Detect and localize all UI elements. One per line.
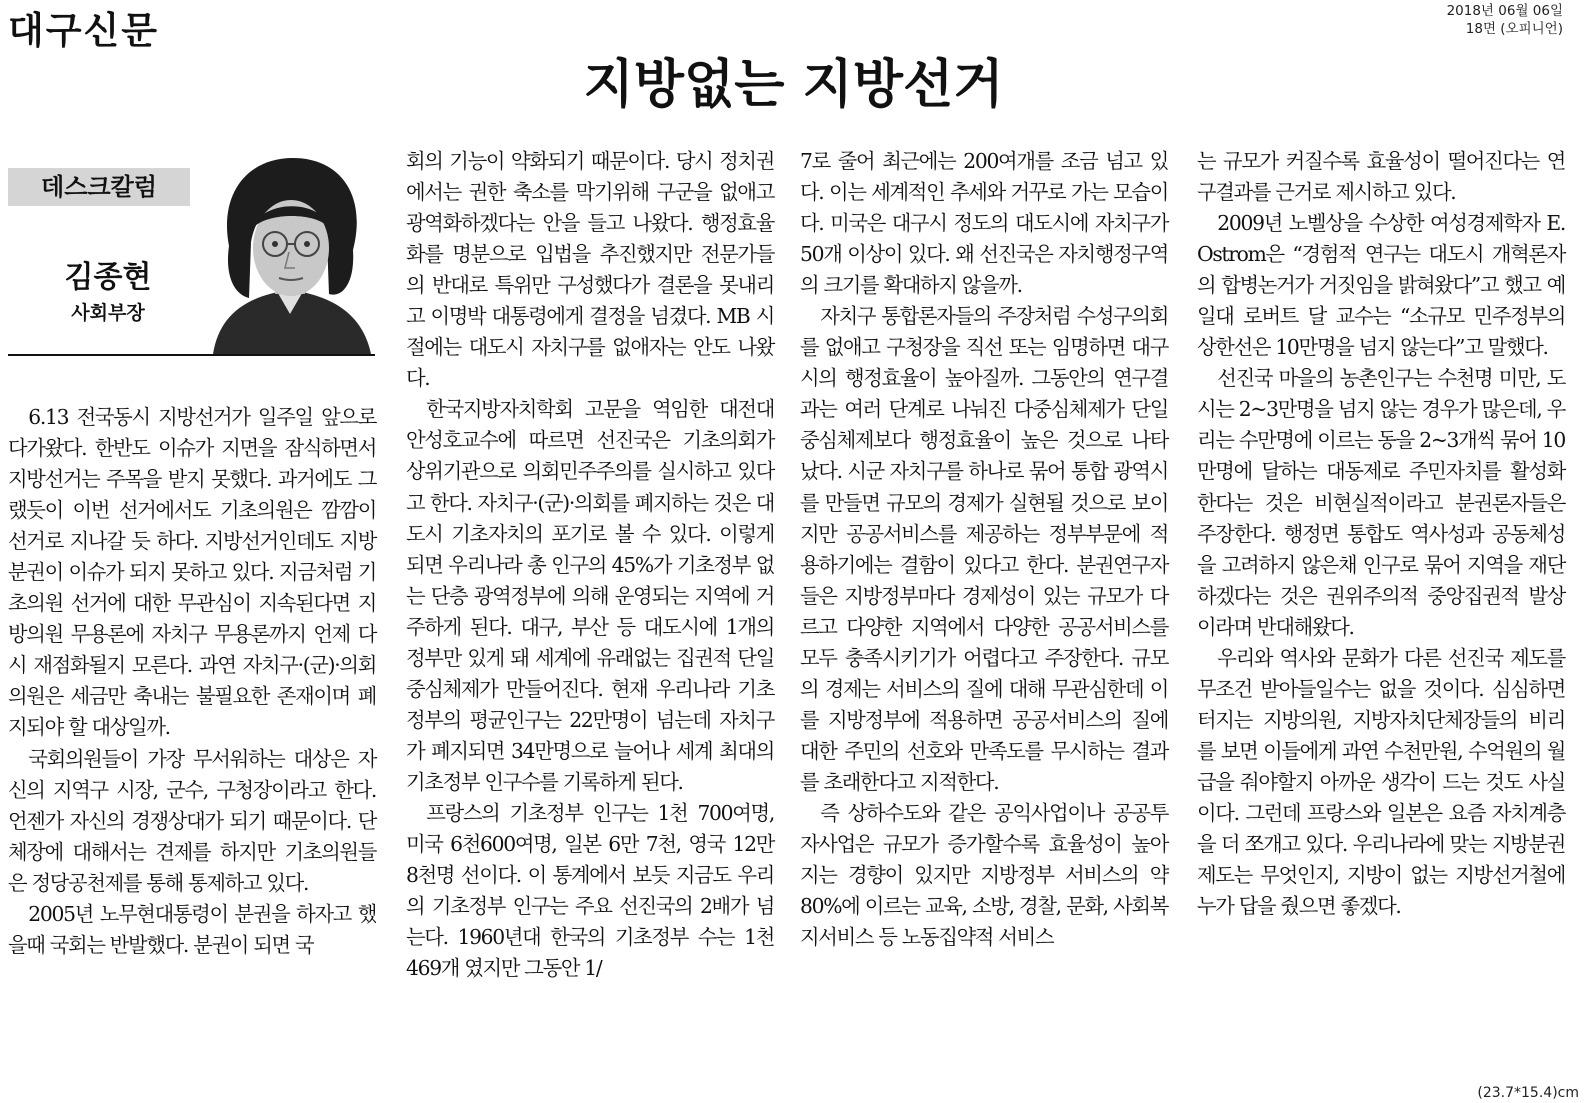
author-title: 사회부장 [71,302,145,324]
author-portrait [205,148,375,354]
paragraph: 6.13 전국동시 지방선거가 일주일 앞으로 다가왔다. 한반도 이슈가 지면을 잠식하면서 지방선거는 주목을 받지 못했다. 과거에도 그랬듯이 이번 선거에서도 기초의원은 깜깜이 선거로 지나갈 듯 하다. 지방선거인데도 지방분권이 이슈가 되지 못하고 있다. 지금처럼 기초의원 선거에 대한 무관심이 지속된다면 지방의원 무용론에 자치구 무용론까지 언제 다시 재점화될지 모른다. 과연 자치구·(군)·의회 의원은 세금만 축내는 불필요한 존재이며 폐지되야 할 대상일까. [8,405,376,740]
paragraph: 7로 줄어 최근에는 200여개를 조금 넘고 있다. 이는 세계적인 추세와 거꾸로 가는 모습이다. 미국은 대구시 정도의 대도시에 자치구가 50개 이상이 있다. 왜 선진국은 자치행정구역의 크기를 확대하지 않을까. [800,149,1168,298]
newspaper-masthead: 대구신문 [8,9,159,52]
paragraph: 즉 상하수도와 같은 공익사업이나 공공투자사업은 규모가 증가할수록 효율성이 높아지는 경향이 있지만 지방정부 서비스의 약 80%에 이르는 교육, 소방, 경찰, 문화, 사회복지서비스 등 노동집약적 서비스 [800,800,1168,950]
paragraph: 프랑스의 기초정부 인구는 1천 700여명, 미국 6천600여명, 일본 6만 7천, 영국 12만 8천명 선이다. 이 통계에서 보듯 지금도 우리의 기초정부 인구는 주요 선진국의 2배가 넘는다. 1960년대 한국의 기초정부 수는 1천469개 였지만 그동안 1/ [406,800,774,981]
clipping-size: (23.7*15.4)cm [1477,1085,1579,1101]
dateline [1447,2,1563,38]
text-column-1 [8,402,376,961]
author-name: 김종현 [64,260,152,295]
paragraph: 2005년 노무현대통령이 분권을 하자고 했을때 국회는 반발했다. 분권이 되면 국 [8,901,376,957]
text-column-4 [1197,146,1565,922]
paragraph: 우리와 역사와 문화가 다른 선진국 제도를 무조건 받아들일수는 없을 것이다. 심심하면 터지는 지방의원, 지방자치단체장들의 비리를 보면 이들에게 과연 수천만원, 수억원의 월급을 줘야할지 아까운 생각이 드는 것도 사실이다. 그런데 프랑스와 일본은 요즘 자치계층을 더 쪼개고 있다. 우리나라에 맞는 지방분권 제도는 무엇인지, 지방이 없는 지방선거철에 누가 답을 줬으면 좋겠다. [1197,645,1565,919]
paragraph: 2009년 노벨상을 수상한 여성경제학자 E. Ostrom은 “경험적 연구는 대도시 개혁론자의 합병논거가 거짓임을 밝혀왔다”고 했고 예일대 로버트 달 교수는 “소규모 민주정부의 상한선은 10만명을 넘지 않는다”고 말했다. [1197,211,1565,360]
paragraph: 는 규모가 커질수록 효율성이 떨어진다는 연구결과를 근거로 제시하고 있다. [1197,149,1565,205]
paragraph: 자치구 통합론자들의 주장처럼 수성구의회를 없애고 구청장을 직선 또는 임명하면 대구시의 행정효율이 높아질까. 그동안의 연구결과는 여러 단계로 나눠진 다중심체제가 단일중심체제보다 행정효율이 높은 것으로 나타났다. 시군 자치구를 하나로 묶어 통합 광역시를 만들면 규모의 경제가 실현될 것으로 보이지만 공공서비스를 제공하는 정부부문에 적용하기에는 결함이 있다고 한다. 분권연구자들은 지방정부마다 경제성이 있는 규모가 다르고 다양한 지역에서 다양한 공공서비스를 모두 충족시키기가 어렵다고 주장한다. 규모의 경제는 서비스의 질에 대해 무관심한데 이를 지방정부에 적용하면 공공서비스의 질에 대한 주민의 선호와 만족도를 무시하는 결과를 초래한다고 지적한다. [800,304,1168,794]
portrait-illustration [205,148,375,354]
author-block [8,258,208,328]
page-section: 18면 (오피니언) [1465,21,1563,37]
section-divider [8,354,375,356]
column-label: 데스크칼럼 [8,168,190,206]
paragraph: 국회의원들이 가장 무서워하는 대상은 자신의 지역구 시장, 군수, 구청장이라고 한다. 언젠가 자신의 경쟁상대가 되기 때문이다. 단체장에 대해서는 견제를 하지만 기초의원들은 정당공천제를 통해 통제하고 있다. [8,746,376,895]
text-column-2 [406,146,774,984]
article-headline: 지방없는 지방선거 [583,55,1004,115]
publication-date: 2018년 06월 06일 [1446,3,1563,19]
paragraph: 선진국 마을의 농촌인구는 수천명 미만, 도시는 2~3만명을 넘지 않는 경우가 많은데, 우리는 수만명에 이르는 동을 2~3개씩 묶어 10만명에 달하는 대동제로 주민자치를 활성화한다는 것은 비현실적이라고 분권론자들은 주장한다. 행정면 통합도 역사성과 공동체성을 고려하지 않은채 인구로 묶어 지역을 재단하겠다는 것은 권위주의적 중앙집권적 발상이라며 반대해왔다. [1197,366,1565,639]
text-column-3 [800,146,1168,953]
paragraph: 회의 기능이 약화되기 때문이다. 당시 정치권에서는 권한 축소를 막기위해 구군을 없애고 광역화하겠다는 안을 들고 나왔다. 행정효율화를 명분으로 입법을 추진했지만 전문가들의 반대로 특위만 구성했다가 결론을 못내리고 이명박 대통령에게 결정을 넘겼다. MB 시절에는 대도시 자치구를 없애자는 안도 나왔다. [406,149,774,391]
paragraph: 한국지방자치학회 고문을 역임한 대전대 안성호교수에 따르면 선진국은 기초의회가 상위기관으로 의회민주주의를 실시하고 있다고 한다. 자치구·(군)·의회를 폐지하는 것은 대도시 기초자치의 포기로 볼 수 있다. 이렇게 되면 우리나라 총 인구의 45%가 기초정부 없는 단층 광역정부에 의해 운영되는 지역에 거주하게 된다. 대구, 부산 등 대도시에 1개의 정부만 있게 돼 세계에 유래없는 집권적 단일중심체제가 만들어진다. 현재 우리나라 기초정부의 평균인구는 22만명이 넘는데 자치구가 폐지되면 34만명으로 늘어나 세계 최대의 기초정부 인구수를 기록하게 된다. [406,397,774,794]
